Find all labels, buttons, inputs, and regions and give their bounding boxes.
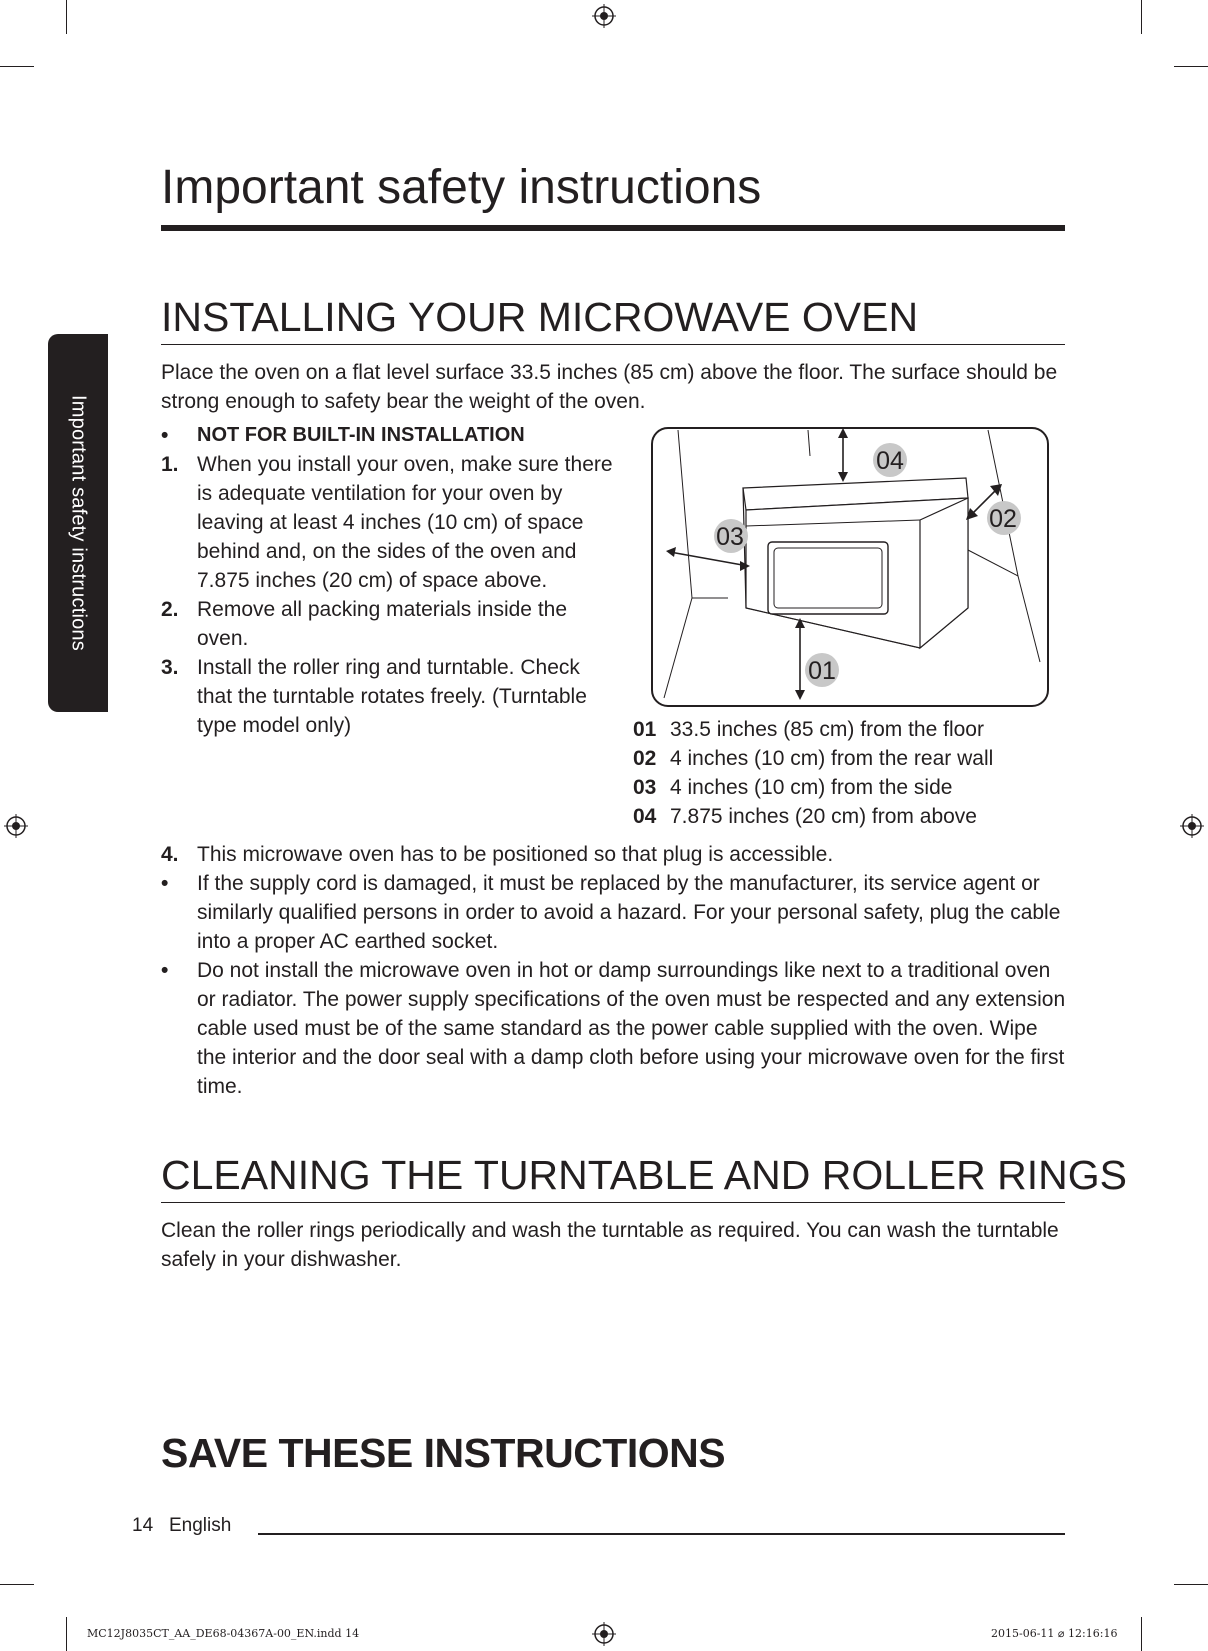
crop-mark bbox=[1174, 66, 1208, 67]
crop-mark bbox=[1174, 1584, 1208, 1585]
crop-mark bbox=[1141, 1617, 1142, 1651]
bullet-glyph: • bbox=[161, 959, 169, 982]
section-heading-cleaning: CLEANING THE TURNTABLE AND ROLLER RINGS bbox=[161, 1152, 1128, 1198]
section-rule bbox=[161, 344, 1065, 345]
legend-item bbox=[633, 802, 977, 831]
slug-filename: MC12J8035CT_AA_DE68-04367A-00_EN.indd 14 bbox=[87, 1627, 360, 1640]
bullet-bold-text: NOT FOR BUILT-IN INSTALLATION bbox=[197, 424, 525, 446]
crop-mark bbox=[66, 0, 67, 34]
legend-item bbox=[633, 773, 952, 802]
bullet-glyph: • bbox=[161, 424, 169, 447]
side-tab bbox=[48, 334, 108, 712]
legend-code: 03 bbox=[633, 776, 657, 799]
legend-text: 33.5 inches (85 cm) from the floor bbox=[670, 718, 984, 741]
registration-mark-icon bbox=[592, 1622, 616, 1646]
bullet-text: If the supply cord is damaged, it must be replaced by the manufacturer, its service agent or similarly qualified persons in order to avoid a hazard. For your personal safety, plug the cable into a proper AC earthed socket. bbox=[197, 872, 1061, 953]
cleaning-paragraph: Clean the roller rings periodically and wash the turntable as required. You can wash the turntable safely in your dishwasher. bbox=[161, 1219, 1059, 1271]
step-number: 2. bbox=[161, 598, 179, 621]
diagram-label-04: 04 bbox=[876, 447, 904, 475]
diagram-label-03: 03 bbox=[716, 523, 744, 551]
registration-mark-icon bbox=[592, 4, 616, 28]
page-number: 14 bbox=[132, 1515, 154, 1536]
registration-mark-icon bbox=[1180, 814, 1204, 838]
legend-code: 04 bbox=[633, 805, 657, 828]
footer-rule bbox=[258, 1533, 1065, 1535]
diagram-label-01: 01 bbox=[808, 657, 836, 685]
step-text: This microwave oven has to be positioned so that plug is accessible. bbox=[197, 843, 834, 866]
title-rule bbox=[161, 225, 1065, 231]
step-text: Install the roller ring and turntable. Check that the turntable rotates freely. (Turntable type model only) bbox=[197, 656, 587, 737]
save-instructions-heading: SAVE THESE INSTRUCTIONS bbox=[161, 1430, 726, 1476]
side-tab-label: Important safety instructions bbox=[67, 395, 90, 651]
legend-text: 4 inches (10 cm) from the side bbox=[670, 776, 953, 799]
section-heading-installing: INSTALLING YOUR MICROWAVE OVEN bbox=[161, 294, 919, 340]
bullet-text: Do not install the microwave oven in hot or damp surroundings like next to a traditional oven or radiator. The power supply specifications of the oven must be respected and any extension cable used must be of the same standard as the power cable supplied with the oven. Wipe the interior and the door seal with a damp cloth before using your microwave oven for the first time. bbox=[197, 959, 1066, 1098]
intro-paragraph: Place the oven on a flat level surface 33.5 inches (85 cm) above the floor. The surface should be strong enough to safety bear the weight of the oven. bbox=[161, 361, 1058, 413]
legend-text: 4 inches (10 cm) from the rear wall bbox=[670, 747, 994, 770]
step-number: 1. bbox=[161, 453, 179, 476]
bullet-glyph: • bbox=[161, 872, 169, 895]
section-rule bbox=[161, 1202, 1065, 1203]
step-text: When you install your oven, make sure there is adequate ventilation for your oven by leaving at least 4 inches (10 cm) of space behind and, on the sides of the oven and 7.875 inches (20 cm) of space above. bbox=[197, 453, 613, 592]
legend-item bbox=[633, 715, 984, 744]
legend-item bbox=[633, 744, 993, 773]
step-number: 4. bbox=[161, 843, 179, 866]
legend-code: 02 bbox=[633, 747, 657, 770]
crop-mark bbox=[0, 1584, 34, 1585]
step-text: Remove all packing materials inside the oven. bbox=[197, 598, 568, 650]
crop-mark bbox=[1141, 0, 1142, 34]
step-number: 3. bbox=[161, 656, 179, 679]
page-title: Important safety instructions bbox=[161, 161, 762, 214]
page-footer bbox=[132, 1515, 231, 1537]
diagram-label-02: 02 bbox=[989, 505, 1017, 533]
registration-mark-icon bbox=[4, 814, 28, 838]
legend-text: 7.875 inches (20 cm) from above bbox=[670, 805, 977, 828]
crop-mark bbox=[0, 66, 34, 67]
installation-diagram bbox=[650, 426, 1050, 708]
legend-code: 01 bbox=[633, 718, 657, 741]
footer-language: English bbox=[168, 1515, 232, 1536]
slug-datetime: 2015-06-11 ⌀ 12:16:16 bbox=[991, 1627, 1118, 1640]
crop-mark bbox=[66, 1617, 67, 1651]
